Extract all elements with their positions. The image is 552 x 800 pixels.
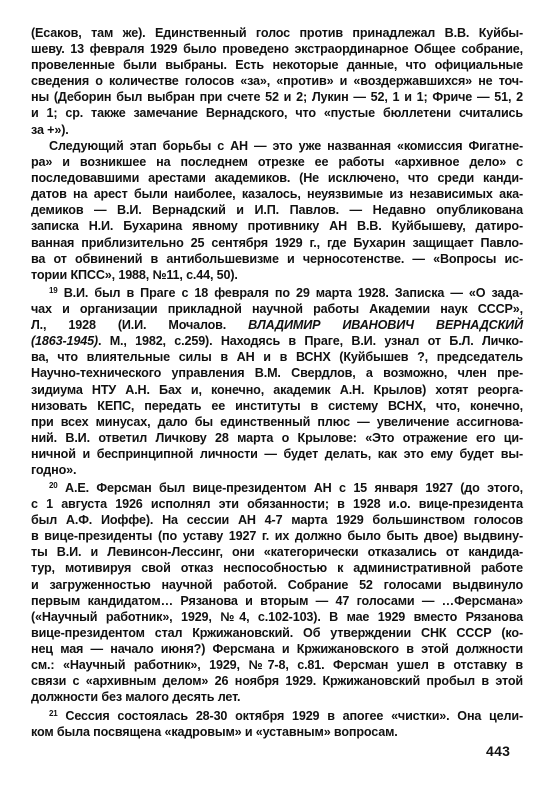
text-line: ва от обвинений в антибольшевизме и черносотенстве. — «Вопросы ис- bbox=[31, 251, 523, 266]
footnote-19 bbox=[31, 285, 523, 478]
text-line: с 1 августа 1926 исполнял эти обязанности; в 1928 и.о. вице-президента bbox=[31, 497, 523, 512]
text-line: был А.Ф. Иоффе). На сессии АН 4-7 марта 1929 большинством голосов bbox=[31, 513, 523, 528]
text-line bbox=[31, 333, 523, 349]
text-line: Следующий этап борьбы с АН — это уже названная «комиссия Фигатне- bbox=[49, 139, 523, 153]
text-line: и 1; ср. также замечание Вернадского, что «пустые бюллетени считались bbox=[31, 106, 523, 121]
text-line: нец мая — начало июня?) Ферсмана и Кржижановского в этой должности bbox=[31, 641, 523, 656]
footnote-text: А.Е. Ферсман был вице-президентом АН с 15 января 1927 (до этого, bbox=[65, 481, 523, 495]
text-line: ра» и возникшее на последнем отрезке ее работы «архивное дело» с bbox=[31, 155, 523, 170]
text-line: сведения о количестве голосов «за», «против» и «воздержавшихся» не точ- bbox=[31, 74, 523, 89]
text-line: в вице-президенты (по уставу 1927 г. их должно было быть двое) выдвину- bbox=[31, 529, 523, 544]
footnote-text: В.И. был в Праге с 18 февраля по 29 марта 1928. Записка — «О зада- bbox=[63, 286, 523, 300]
text-line: ны (Деборин был выбран при счете 52 и 2; Лукин — 52, 1 и 1; Фриче — 51, 2 bbox=[31, 90, 523, 105]
text-line: первым кандидатом… Рязанова и вторым — 47 голосами — …Ферсмана» bbox=[31, 593, 523, 608]
text-line: связи с «архивным делом» 26 ноября 1929. Кржижановский пробыл в этой bbox=[31, 674, 523, 689]
text-line: Научно-технического управления В.М. Свердлов, а возможно, член пре- bbox=[31, 366, 523, 381]
text-line: последовавшими арестами академиков. (Не исключено, что среди канди- bbox=[31, 171, 523, 186]
text-line: годно». bbox=[31, 463, 77, 478]
text-line: при всех минусах, дало бы единственный плюс — увеличение ассигнова- bbox=[31, 414, 523, 429]
text-line: («Научный работник», 1929, №4, с.102-103). В мае 1929 вместо Рязанова bbox=[31, 609, 523, 624]
text-line: шеву. 13 февраля 1929 было проведено экстраординарное Общее собрание, bbox=[31, 42, 523, 57]
paragraph-voting-details bbox=[31, 25, 523, 138]
footnote-20 bbox=[31, 480, 523, 705]
text-line: провеленные были выбраны. Есть некоторые данные, что официальные bbox=[31, 58, 523, 73]
footnote-first-line bbox=[31, 285, 523, 301]
text-line: должности без малого десять лет. bbox=[31, 690, 241, 705]
text-line: ты В.И. и Левинсон-Лессинг, они «категорически отказались от кандида- bbox=[31, 545, 523, 560]
text-line: см.: «Научный работник», 1929, №7-8, с.81. Ферсман ушел в отставку в bbox=[31, 658, 523, 673]
book-title-italic: ВЛАДИМИР ИВАНОВИЧ ВЕРНАДСКИЙ bbox=[248, 318, 523, 333]
footnote-21 bbox=[31, 708, 523, 740]
text-line: ванная приблизительно 25 сентября 1929 г., где Бухарин защищает Павло- bbox=[31, 235, 523, 250]
footnote-marker: 19 bbox=[49, 286, 58, 295]
text-line: тур, мотивируя свой отказ неспособностью к административной работе bbox=[31, 561, 523, 576]
page-number: 443 bbox=[486, 743, 511, 759]
footnote-marker: 20 bbox=[49, 481, 58, 490]
text-line: датов на арест были наиболее, казалось, неуязвимые из независимых ака- bbox=[31, 187, 523, 202]
text-line bbox=[31, 317, 523, 333]
footnote-first-line bbox=[31, 708, 523, 724]
text-line: зидиума НТУ А.Н. Бах и, конечно, академик А.Н. Крылов) хотят реорга- bbox=[31, 382, 523, 397]
text-line: чах и организации прикладной научной работы Академии наук СССР», bbox=[31, 302, 523, 317]
footnote-text: Сессия состоялась 28-30 октября 1929 в апогее «чистки». Она цели- bbox=[65, 709, 523, 723]
text-line: ничной и беспринципной личности — будет делать, как это ему будет вы- bbox=[31, 446, 523, 461]
text-line: ний. В.И. ответил Личкову 28 марта о Крылове: «Это отражение его ци- bbox=[31, 430, 523, 445]
text-line: демиков — В.И. Вернадский и И.П. Павлов. — Недавно опубликована bbox=[31, 203, 523, 218]
text-line: за +»). bbox=[31, 122, 69, 137]
paragraph-next-stage bbox=[31, 138, 523, 283]
text-line: (Есаков, там же). Единственный голос против принадлежал В.В. Куйбы- bbox=[31, 26, 523, 40]
citation-text: Л., 1928 (И.И. Мочалов. bbox=[31, 318, 249, 333]
text-line: низовать КЕПС, передать ее институты в систему ВСНХ, что, конечно, bbox=[31, 398, 523, 413]
book-years-italic: (1863-1945) bbox=[31, 334, 98, 349]
text-line: ва, что влиятельные силы в АН и в ВСНХ (Куйбышев ?, председатель bbox=[31, 350, 523, 365]
footnote-marker: 21 bbox=[49, 709, 58, 718]
footnote-first-line bbox=[31, 480, 523, 496]
text-line: записка Н.И. Бухарина явному противнику АН В.В. Куйбышеву, датиро- bbox=[31, 219, 523, 234]
citation-text: . М., 1982, с.259). Находясь в Праге, В.И. узнал от Б.Л. Личко- bbox=[97, 334, 523, 349]
text-line: и загруженностью научной работой. Собрание 52 голосами выдвинуло bbox=[31, 577, 523, 592]
text-line: тории КПСС», 1988, №11, с.44, 50). bbox=[31, 267, 238, 282]
text-line: ком была посвящена «кадровым» и «уставным» вопросам. bbox=[31, 725, 398, 740]
text-line: вице-президентом стал Кржижановский. Об утверждении СНК СССР (ко- bbox=[31, 625, 523, 640]
